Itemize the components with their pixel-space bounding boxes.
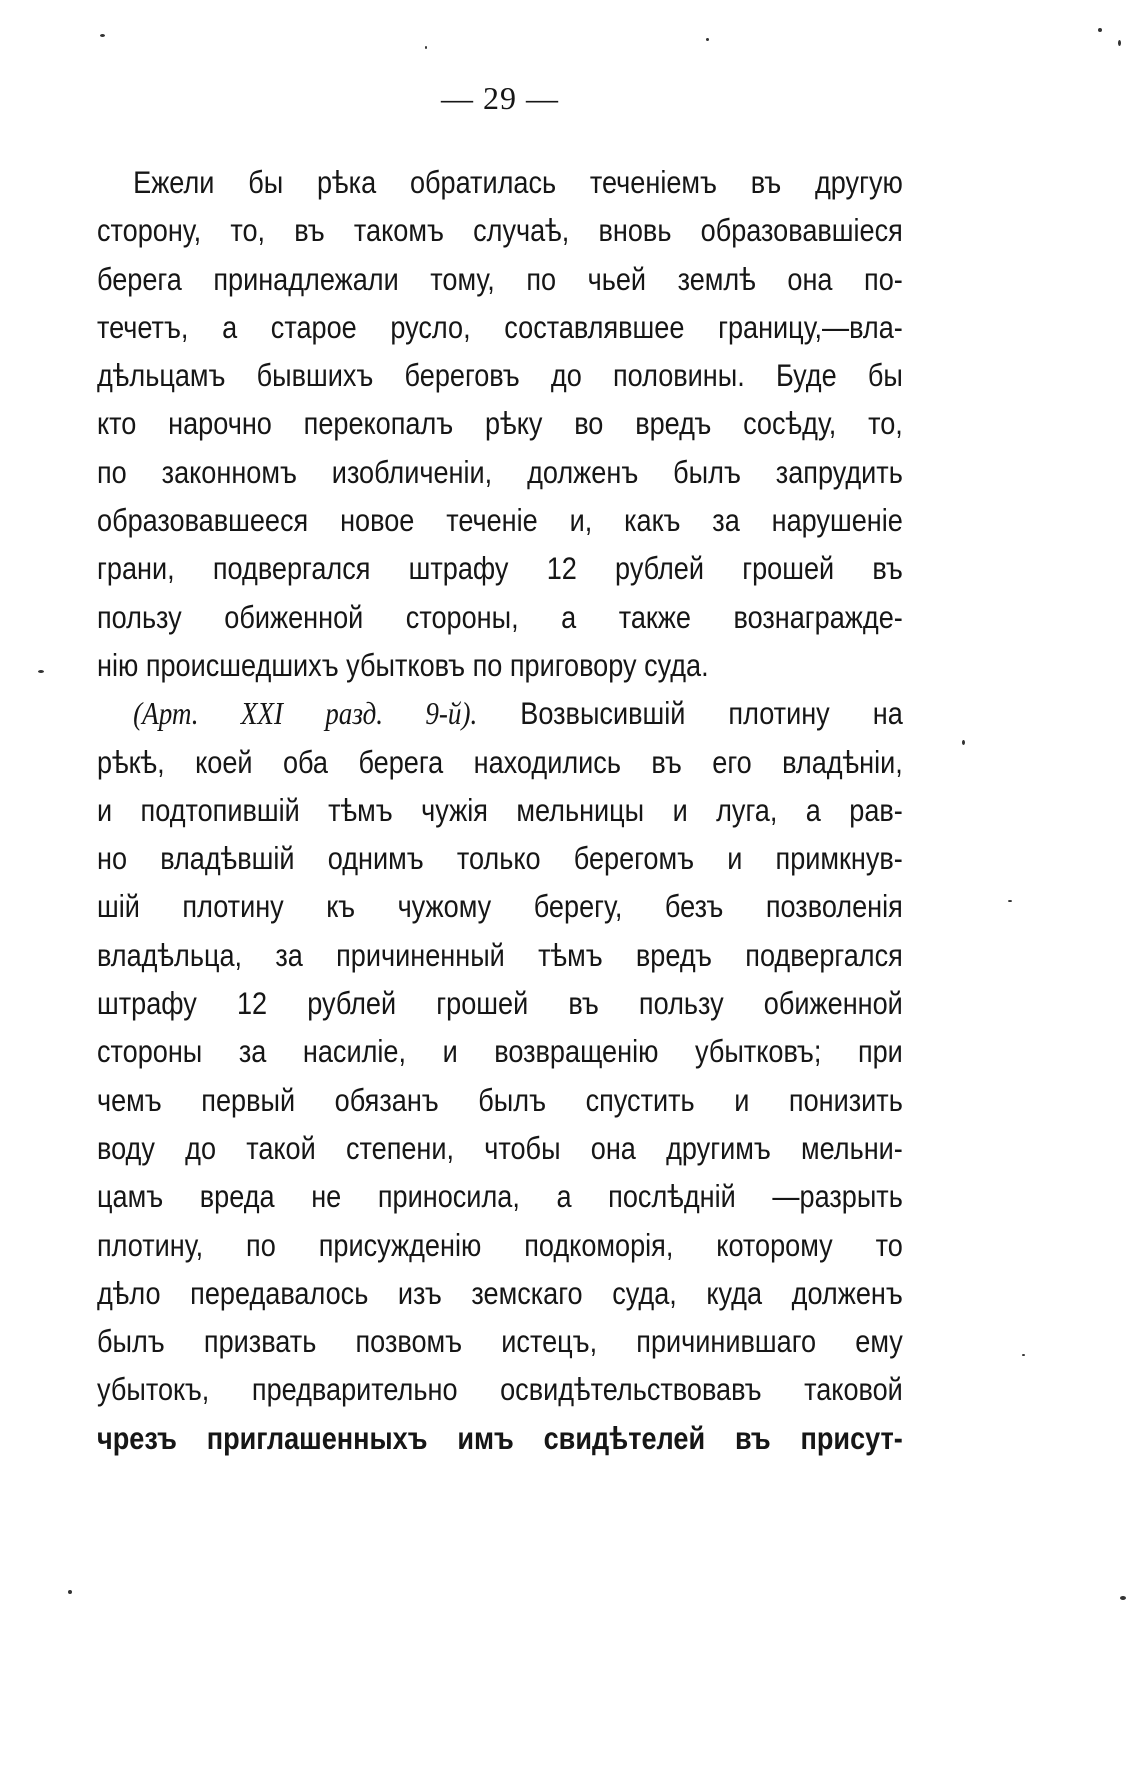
text-line: шій плотину къ чужому берегу, безъ позволенія [97, 888, 903, 925]
scan-speck [68, 1590, 72, 1594]
text-line: владѣльца, за причиненный тѣмъ вредъ подвергался [97, 936, 903, 973]
text-line: но владѣвшій однимъ только берегомъ и примкнув- [97, 840, 903, 877]
text-fragment: Возвысившій плотину на [477, 695, 903, 732]
text-line: нію происшедшихъ убытковъ по приговору суда. [97, 646, 709, 683]
text-line: штрафу 12 рублей грошей въ пользу обиженной [97, 985, 903, 1022]
scan-speck [706, 38, 709, 41]
text-line: чрезъ приглашенныхъ имъ свидѣтелей въ присут- [97, 1419, 903, 1456]
scan-speck [1008, 900, 1012, 902]
paragraph-2 [97, 689, 903, 1462]
text-line: по законномъ изобличеніи, долженъ былъ запрудить [97, 453, 903, 490]
scan-speck [38, 670, 44, 673]
scan-speck [1120, 1596, 1126, 1600]
scan-speck [1118, 40, 1121, 46]
scan-speck [100, 34, 105, 37]
text-line: пользу обиженной стороны, а также вознагражде- [97, 598, 903, 635]
text-line: кто нарочно перекопалъ рѣку во вредъ сосѣду, то, [97, 405, 903, 442]
scan-speck [425, 46, 427, 49]
text-line: и подтопившій тѣмъ чужія мельницы и луга, а рав- [97, 791, 903, 828]
scan-speck [1098, 28, 1102, 32]
text-line: рѣкѣ, коей оба берега находились въ его владѣніи, [97, 743, 903, 780]
text-line: воду до такой степени, чтобы она другимъ мельни- [97, 1129, 903, 1166]
body-text [97, 158, 903, 1462]
text-line: дѣло передавалось изъ земскаго суда, куда долженъ [97, 1274, 903, 1311]
scan-speck [962, 740, 965, 745]
text-line [97, 689, 903, 737]
text-line: дѣльцамъ бывшихъ береговъ до половины. Буде бы [97, 357, 903, 394]
text-line: былъ призвать позвомъ истецъ, причинившаго ему [97, 1323, 903, 1360]
text-line: стороны за насиліе, и возвращенію убытковъ; при [97, 1033, 903, 1070]
article-reference: (Арт. XXI разд. 9-й). [133, 696, 478, 732]
text-line: чемъ первый обязанъ былъ спустить и понизить [97, 1081, 903, 1118]
text-line: течетъ, а старое русло, составлявшее границу,—вла- [97, 308, 903, 345]
text-line: берега принадлежали тому, по чьей землѣ она по- [97, 260, 903, 297]
text-line: плотину, по присужденію подкоморія, которому то [97, 1226, 903, 1263]
text-line: убытокъ, предварительно освидѣтельствовавъ таковой [97, 1371, 903, 1408]
paragraph-1 [97, 158, 903, 689]
page-number: — 29 — [441, 80, 559, 116]
text-line: сторону, то, въ такомъ случаѣ, вновь образовавшіеся [97, 212, 903, 249]
text-line: образовавшееся новое теченіе и, какъ за нарушеніе [97, 502, 903, 539]
text-line: цамъ вреда не приносила, а послѣдній —разрыть [97, 1178, 903, 1215]
text-line: Ежели бы рѣка обратилась теченіемъ въ другую [133, 164, 903, 200]
scan-speck [1022, 1354, 1025, 1356]
text-line: грани, подвергался штрафу 12 рублей грошей въ [97, 550, 903, 587]
